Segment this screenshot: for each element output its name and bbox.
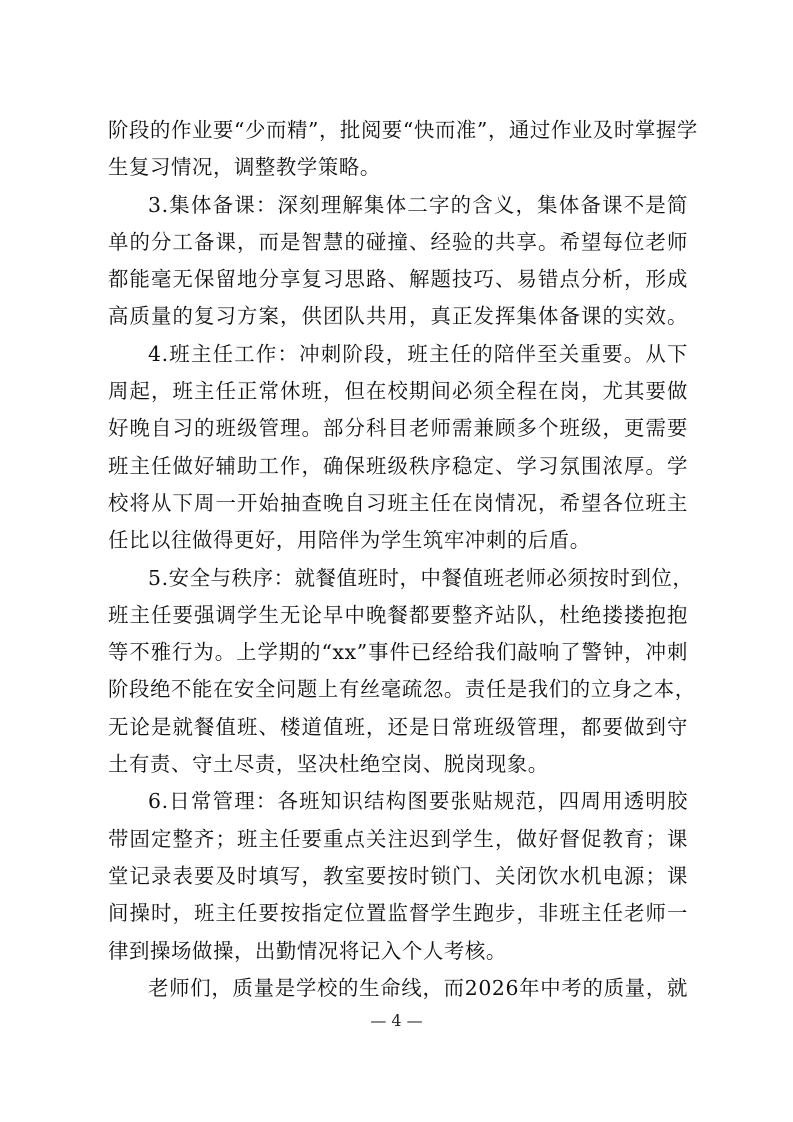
paragraph-heading-line: 6.日常管理：各班知识结构图要张贴规范，四周用透明胶 <box>148 789 688 814</box>
text-line: 土有责、守土尽责，坚决杜绝空岗、脱岗现象。 <box>108 752 549 777</box>
text-line: 校将从下周一开始抽查晚自习班主任在岗情况，希望各位班主 <box>108 490 688 515</box>
text-line: 带固定整齐；班主任要重点关注迟到学生，做好督促教育；课 <box>108 826 688 851</box>
paragraph-heading-line: 3.集体备课：深刻理解集体二字的含义，集体备课不是简 <box>148 192 688 217</box>
text-line: 阶段的作业要“少而精”，批阅要“快而准”，通过作业及时掌握学 <box>108 118 698 142</box>
text-line: 好晚自习的班级管理。部分科目老师需兼顾多个班级，更需要 <box>108 416 688 441</box>
text-line: 等不雅行为。上学期的“xx”事件已经给我们敲响了警钟，冲刺 <box>108 640 688 665</box>
text-line: 阶段绝不能在安全问题上有丝毫疏忽。责任是我们的立身之本， <box>108 677 696 702</box>
text-line: 班主任做好辅助工作，确保班级秩序稳定、学习氛围浓厚。学 <box>108 453 688 478</box>
text-line: 律到操场做操，出勤情况将记入个人考核。 <box>108 938 507 963</box>
paragraph-heading-line: 5.安全与秩序：就餐值班时，中餐值班老师必须按时到位， <box>148 565 694 590</box>
text-line: 班主任要强调学生无论早中晚餐都要整齐站队，杜绝搂搂抱抱 <box>108 602 688 627</box>
text-line: 无论是就餐值班、楼道值班，还是日常班级管理，都要做到守 <box>108 714 688 739</box>
text-line: 高质量的复习方案，供团队共用，真正发挥集体备课的实效。 <box>108 304 688 329</box>
paragraph-opening-line: 老师们，质量是学校的生命线，而2026年中考的质量，就 <box>148 975 688 1000</box>
text-line: 任比以往做得更好，用陪伴为学生筑牢冲刺的后盾。 <box>108 528 591 553</box>
text-line: 周起，班主任正常休班，但在校期间必须全程在岗，尤其要做 <box>108 379 688 404</box>
text-line: 生复习情况，调整教学策略。 <box>108 155 381 180</box>
body-text <box>108 112 698 1007</box>
text-line: 都能毫无保留地分享复习思路、解题技巧、易错点分析，形成 <box>108 267 688 292</box>
text-line: 堂记录表要及时填写，教室要按时锁门、关闭饮水机电源；课 <box>108 863 688 888</box>
text-line: 间操时，班主任要按指定位置监督学生跑步，非班主任老师一 <box>108 901 688 926</box>
text-line: 单的分工备课，而是智慧的碰撞、经验的共享。希望每位老师 <box>108 229 688 254</box>
page-number: — 4 — <box>370 1011 423 1030</box>
paragraph-heading-line: 4.班主任工作：冲刺阶段，班主任的陪伴至关重要。从下 <box>148 341 688 366</box>
